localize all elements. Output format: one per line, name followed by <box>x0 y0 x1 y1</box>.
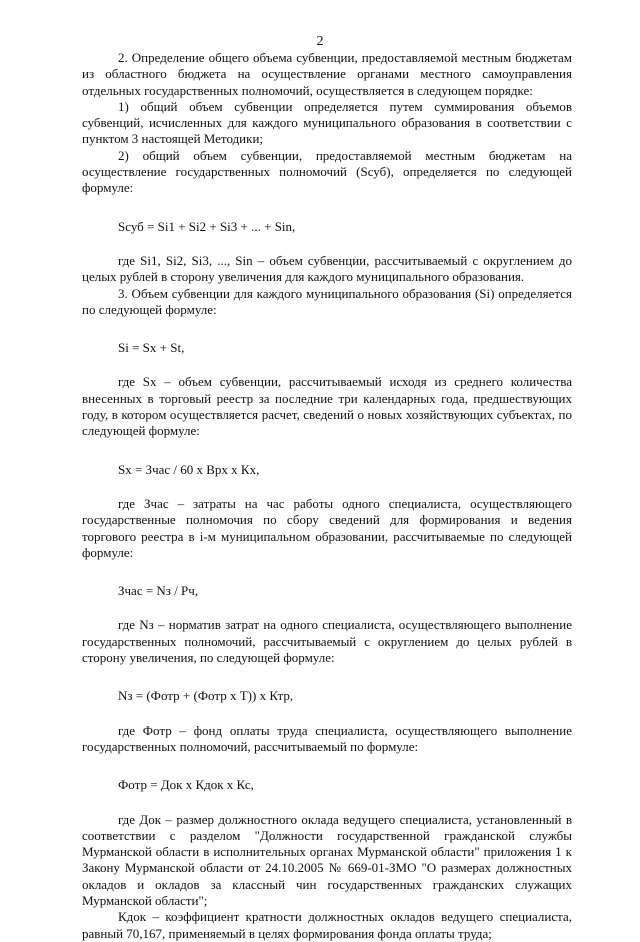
formula-si: Si = Sх + St, <box>118 340 185 356</box>
paragraph-where-sx: где Sх – объем субвенции, рассчитываемый исходя из среднего количества внесенных в торговый реестр за последние три календарных года, предшествующих году, в котором осуществляется расчет, сведений о новых хозяйствующих субъектах, по следующей формуле: <box>82 374 572 439</box>
paragraph-where-fotr: где Фотр – фонд оплаты труда специалиста, осуществляющего выполнение государственных полномочий, рассчитываемый по формуле: <box>82 722 572 754</box>
formula-zchas: Зчас = Nз / Рч, <box>118 583 199 599</box>
paragraph-kdok: Кдок – коэффициент кратности должностных окладов ведущего специалиста, равный 70,167, применяемый в целях формирования фонда оплаты труда; <box>82 909 572 941</box>
paragraph-section-3: 3. Объем субвенции для каждого муниципального образования (Si) определяется по следующей формуле: <box>82 285 572 317</box>
paragraph-item-1: 1) общий объем субвенции определяется путем суммирования объемов субвенций, исчисленных для каждого муниципального образования в соответствии с пунктом 3 настоящей Методики; <box>82 98 572 147</box>
formula-total-subvention: Sсуб = Si1 + Si2 + Si3 + ... + Sin, <box>118 218 296 234</box>
paragraph-where-si: где Si1, Si2, Si3, ..., Sin – объем субвенции, рассчитываемый с округлением до целых рублей в сторону увеличения для каждого муниципального образования. <box>82 252 572 285</box>
document-body <box>82 50 572 942</box>
page-number: 2 <box>316 34 324 49</box>
paragraph-where-dok: где Док – размер должностного оклада ведущего специалиста, установленный в соответствии с разделом "Должности государственной гражданской службы Мурманской области в исполнительных органах Мурманской области" приложения 1 к Закону Мурманской области от 24.10.2005 № 669-01-ЗМО "О размерах должностных окладов и окладов за классный чин государственных гражданских служащих Мурманской области"; <box>82 811 572 908</box>
paragraph-section-2: 2. Определение общего объема субвенции, предоставляемой местным бюджетам из областного бюджета на осуществление органами местного самоуправления отдельных государственных полномочий, осуществляется в следующем порядке: <box>82 50 572 98</box>
formula-fotr: Фотр = Док х Кдок х Кс, <box>118 777 254 793</box>
formula-nz: Nз = (Фотр + (Фотр х Т)) х Ктр, <box>118 688 294 704</box>
formula-sx: Sх = Зчас / 60 х Врх х Кх, <box>118 461 260 477</box>
paragraph-where-zchas: где Зчас – затраты на час работы одного специалиста, осуществляющего государственные полномочия по сбору сведений для формирования и ведения торгового реестра в i-м муниципальном образовании, рассчитываемые по следующей формуле: <box>82 495 572 560</box>
paragraph-item-2: 2) общий объем субвенции, предоставляемой местным бюджетам на осуществление государственных полномочий (Sсуб), определяется по следующей формуле: <box>82 147 572 196</box>
paragraph-where-nz: где Nз – норматив затрат на одного специалиста, осуществляющего выполнение государственных полномочий, рассчитываемый с округлением до целых рублей в сторону увеличения, по следующей формуле: <box>82 617 572 666</box>
